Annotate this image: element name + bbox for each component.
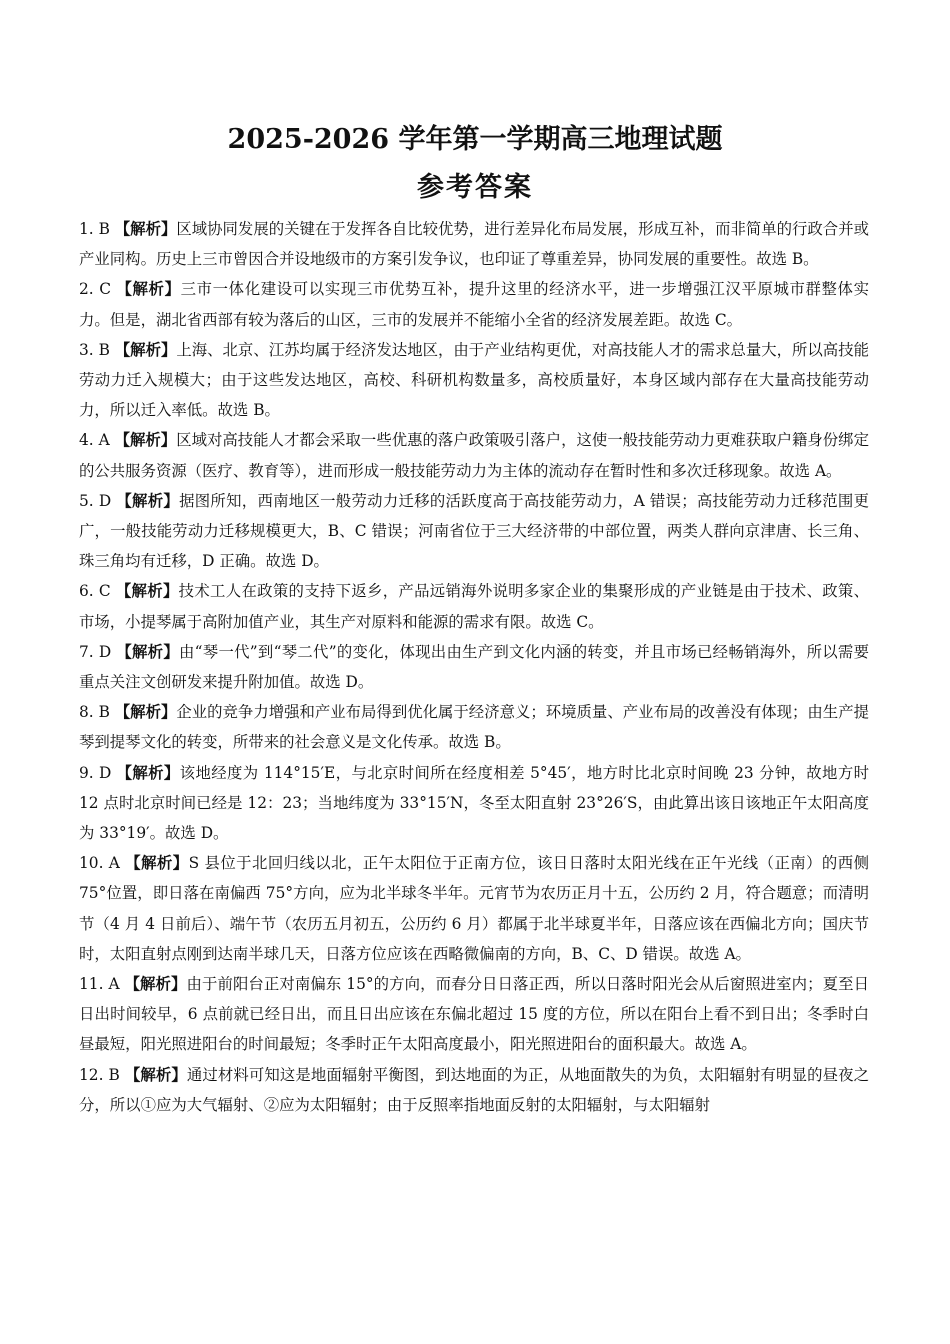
answer-key: 10. A [79, 854, 126, 873]
analysis-tag: 【解析】 [116, 491, 180, 510]
answer-key: 6. C [79, 582, 116, 601]
answer-key: 12. B [79, 1065, 125, 1084]
answer-list [79, 214, 869, 1120]
answer-key: 11. A [79, 975, 125, 994]
answer-explanation: 由“琴一代”到“琴二代”的变化，体现出由生产到文化内涵的转变，并且市场已经畅销海外，所以需要重点关注文创研发来提升附加值。故选 D。 [79, 642, 869, 692]
analysis-tag: 【解析】 [124, 1065, 187, 1084]
answer-key: 8. B [79, 703, 115, 722]
answer-key: 9. D [79, 763, 117, 782]
answer-item [79, 486, 869, 577]
answer-item [79, 758, 869, 849]
analysis-tag: 【解析】 [114, 220, 177, 238]
page-subtitle: 参考答案 [417, 172, 533, 203]
page-title: 2025-2026 学年第一学期高三地理试题 [227, 124, 723, 155]
answer-explanation: 由于前阳台正对南偏东 15°的方向，而春分日日落正西，所以日落时阳光会从后窗照进室内；夏至日日出时间较早，6 点前就已经日出，而且日出应该在东偏北超过 15 度的方位，所以在阳台上看不到日出；冬季时白昼最短，阳光照进阳台的时间最短；冬季时正午太阳高度最小，阳光照进阳台的面积最大。故选 A。 [79, 975, 869, 1054]
analysis-tag: 【解析】 [114, 340, 177, 359]
analysis-tag: 【解析】 [116, 642, 179, 661]
answer-key: 2. C [79, 280, 117, 299]
answer-item [79, 576, 869, 636]
analysis-tag: 【解析】 [125, 854, 189, 873]
answer-explanation: 区域对高技能人才都会采取一些优惠的落户政策吸引落户，这使一般技能劳动力更难获取户籍身份绑定的公共服务资源（医疗、教育等），进而形成一般技能劳动力为主体的流动存在暂时性和多次迁移现象。故选 A。 [79, 431, 869, 480]
answer-key: 5. D [79, 491, 117, 510]
analysis-tag: 【解析】 [114, 703, 177, 722]
answer-explanation: 企业的竞争力增强和产业布局得到优化属于经济意义；环境质量、产业布局的改善没有体现；由生产提琴到提琴文化的转变，所带来的社会意义是文化传承。故选 B。 [79, 703, 869, 752]
analysis-tag: 【解析】 [124, 975, 187, 994]
analysis-tag: 【解析】 [115, 582, 179, 601]
answer-item [79, 274, 869, 334]
answer-key: 3. B [79, 340, 115, 359]
answer-explanation: 通过材料可知这是地面辐射平衡图，到达地面的为正，从地面散失的为负，太阳辐射有明显的昼夜之分，所以①应为大气辐射、②应为太阳辐射；由于反照率指地面反射的太阳辐射，与太阳辐射 [79, 1065, 869, 1114]
answer-item [79, 425, 869, 485]
answer-key: 7. D [79, 642, 117, 661]
answer-item [79, 335, 869, 426]
answer-item [79, 969, 869, 1060]
answer-item [79, 848, 869, 969]
answer-key: 4. A [79, 431, 115, 450]
analysis-tag: 【解析】 [116, 763, 180, 782]
answer-explanation: 据图所知，西南地区一般劳动力迁移的活跃度高于高技能劳动力，A 错误；高技能劳动力迁移范围更广，一般技能劳动力迁移规模更大，B、C 错误；河南省位于三大经济带的中部位置，两类人群向京津唐、长三角、珠三角均有迁移，D 正确。故选 D。 [79, 491, 869, 571]
analysis-tag: 【解析】 [114, 431, 177, 450]
answer-item [79, 637, 869, 697]
answer-explanation: 三市一体化建设可以实现三市优势互补，提升这里的经济水平，进一步增强江汉平原城市群整体实力。但是，湖北省西部有较为落后的山区，三市的发展并不能缩小全省的经济发展差距。故选 C。 [79, 280, 869, 329]
answer-item [79, 1060, 869, 1120]
answer-item [79, 697, 869, 757]
answer-key: 1. B [79, 220, 115, 238]
answer-explanation: 上海、北京、江苏均属于经济发达地区，由于产业结构更优，对高技能人才的需求总量大，所以高技能劳动力迁入规模大；由于这些发达地区，高校、科研机构数量多，高校质量好，本身区域内部存在大量高技能劳动力，所以迁入率低。故选 B。 [79, 340, 869, 420]
answer-explanation: S 县位于北回归线以北，正午太阳位于正南方位，该日日落时太阳光线在正午光线（正南）的西侧 75°位置，即日落在南偏西 75°方向，应为北半球冬半年。元宵节为农历正月十五，公历约 2 月，符合题意；而清明节（4 月 4 日前后）、端午节（农历五月初五，公历约 6 月）都属于北半球夏半年，日落应该在西偏北方向；国庆节时，太阳直射点刚到达南半球几天，日落方位应该在西略微偏南的方向，B、C、D 错误。故选 A。 [79, 854, 869, 963]
answer-explanation: 该地经度为 114°15′E，与北京时间所在经度相差 5°45′，地方时比北京时间晚 23 分钟，故地方时 12 点时北京时间已经是 12：23；当地纬度为 33°15′N，冬至太阳直射 23°26′S，由此算出该日该地正午太阳高度为 33°19′。故选 D。 [79, 763, 869, 843]
answer-explanation: 技术工人在政策的支持下返乡，产品远销海外说明多家企业的集聚形成的产业链是由于技术、政策、市场，小提琴属于高附加值产业，其生产对原料和能源的需求有限。故选 C。 [79, 582, 869, 631]
analysis-tag: 【解析】 [116, 280, 181, 299]
answer-item [79, 214, 869, 274]
answer-explanation: 区域协同发展的关键在于发挥各自比较优势，进行差异化布局发展，形成互补，而非简单的行政合并或产业同构。历史上三市曾因合并设地级市的方案引发争议，也印证了尊重差异，协同发展的重要性。故选 B。 [79, 220, 869, 269]
